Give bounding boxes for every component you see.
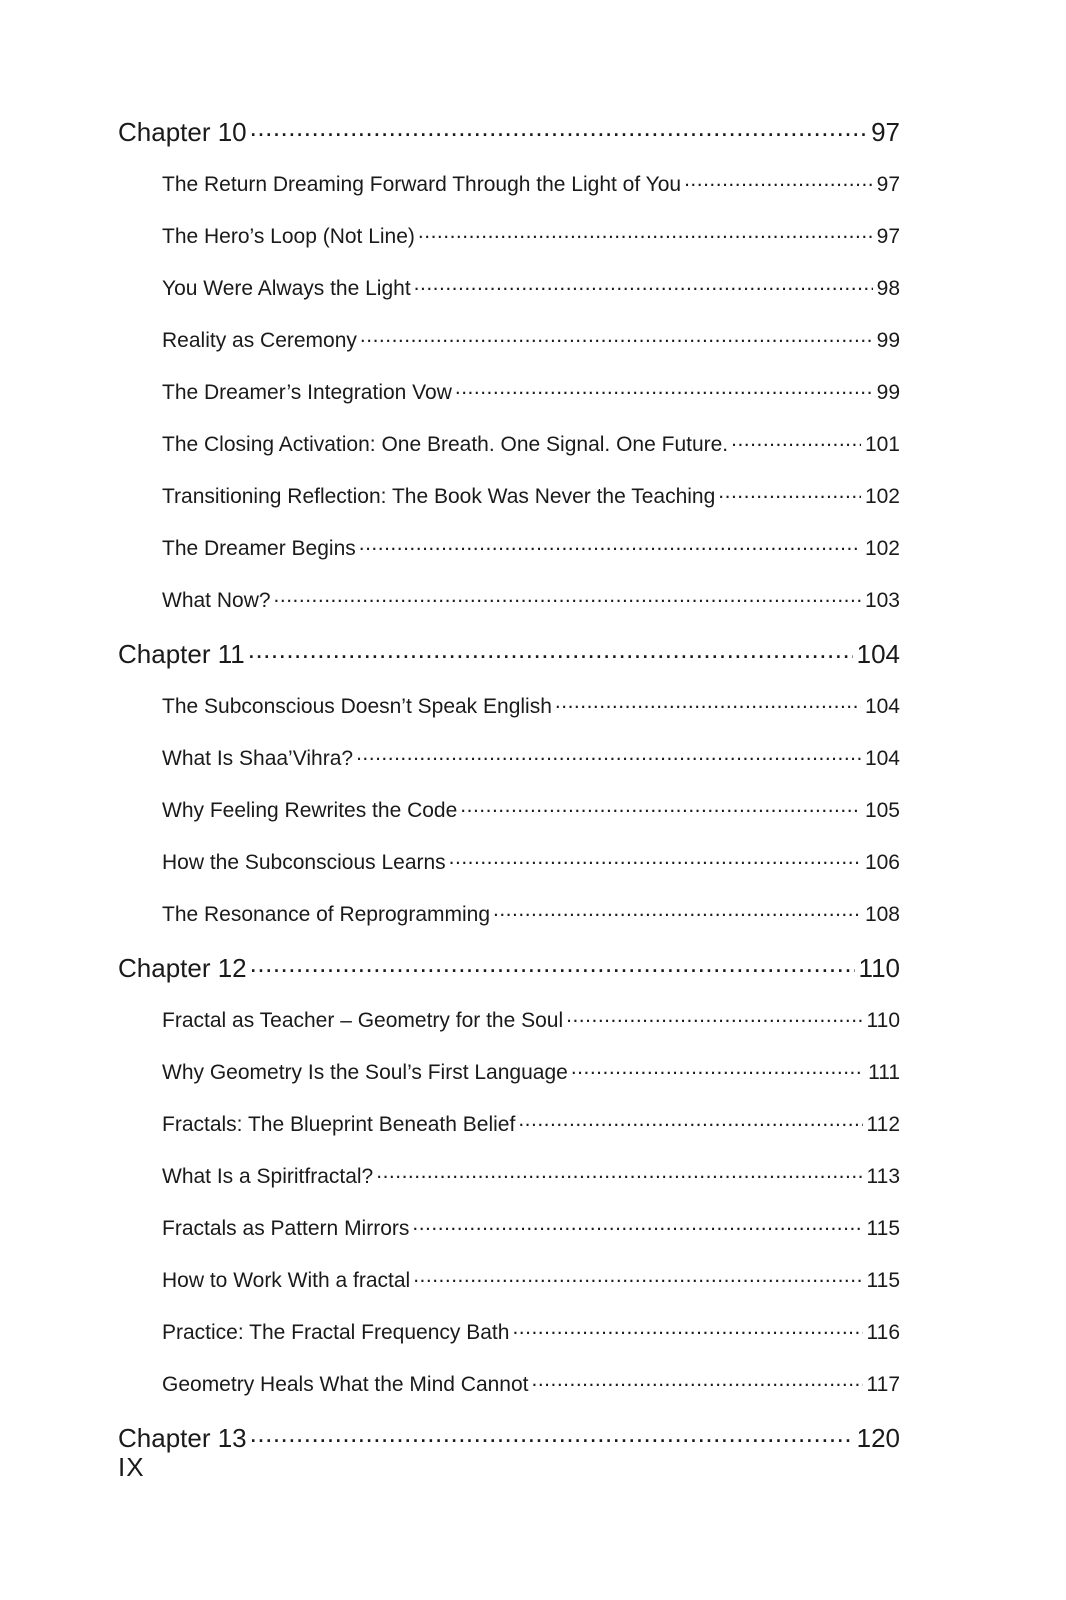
toc-title: The Dreamer Begins	[162, 537, 356, 560]
toc-page-number: 103	[864, 589, 900, 612]
toc-section[interactable]	[118, 733, 900, 785]
dot-leader	[731, 430, 861, 451]
dot-leader	[566, 1006, 862, 1027]
toc-page-number: 115	[866, 1217, 900, 1240]
toc-title: Chapter 12	[118, 953, 247, 983]
dot-leader	[376, 1162, 862, 1183]
dot-leader	[418, 222, 873, 243]
dot-leader	[493, 900, 861, 921]
toc-page-number: 110	[858, 953, 900, 983]
toc-title: Geometry Heals What the Mind Cannot	[162, 1373, 529, 1396]
toc-page-number: 102	[864, 537, 900, 560]
toc-page-number: 112	[866, 1113, 900, 1136]
toc-section[interactable]	[118, 1151, 900, 1203]
toc-title: The Subconscious Doesn’t Speak English	[162, 695, 552, 718]
toc-title: The Resonance of Reprogramming	[162, 903, 491, 926]
toc-title: Fractals: The Blueprint Beneath Belief	[162, 1113, 516, 1136]
dot-leader	[518, 1110, 862, 1131]
toc-page-number: 104	[856, 639, 900, 669]
page-number: IX	[118, 1452, 145, 1482]
toc-page-number: 120	[856, 1423, 900, 1453]
toc-section[interactable]	[118, 367, 900, 419]
toc-page-number: 117	[866, 1373, 900, 1396]
toc-title: How the Subconscious Learns	[162, 851, 446, 874]
dot-leader	[684, 170, 873, 191]
toc-section[interactable]	[118, 1359, 900, 1411]
toc-title: Reality as Ceremony	[162, 329, 357, 352]
toc-section[interactable]	[118, 211, 900, 263]
toc-title: How to Work With a fractal	[162, 1269, 411, 1292]
toc-section[interactable]	[118, 419, 900, 471]
toc-title: What Is Shaa’Vihra?	[162, 747, 354, 770]
toc-chapter[interactable]	[118, 627, 900, 681]
toc-title: What Now?	[162, 589, 271, 612]
toc-page-number: 110	[866, 1009, 900, 1032]
toc-title: The Hero’s Loop (Not Line)	[162, 225, 415, 248]
toc-page-number: 97	[876, 225, 900, 248]
toc-section[interactable]	[118, 1255, 900, 1307]
toc-title: Chapter 11	[118, 639, 245, 669]
dot-leader	[512, 1318, 862, 1339]
dot-leader	[360, 326, 873, 347]
toc-section[interactable]	[118, 315, 900, 367]
toc-page-number: 99	[876, 329, 900, 352]
dot-leader	[248, 637, 853, 663]
dot-leader	[455, 378, 873, 399]
dot-leader	[571, 1058, 864, 1079]
toc-section[interactable]	[118, 523, 900, 575]
toc-section[interactable]	[118, 785, 900, 837]
toc-section[interactable]	[118, 471, 900, 523]
toc-section[interactable]	[118, 159, 900, 211]
dot-leader	[356, 744, 861, 765]
toc-page-number: 113	[866, 1165, 900, 1188]
toc-chapter[interactable]	[118, 105, 900, 159]
dot-leader	[718, 482, 861, 503]
dot-leader	[412, 1214, 862, 1235]
dot-leader	[250, 951, 855, 977]
toc-page-number: 111	[868, 1061, 900, 1084]
dot-leader	[449, 848, 861, 869]
toc-title: Fractal as Teacher – Geometry for the Soul	[162, 1009, 564, 1032]
toc-title: The Closing Activation: One Breath. One Signal. One Future.	[162, 433, 729, 456]
toc-title: The Return Dreaming Forward Through the Light of You	[162, 173, 682, 196]
toc-page-number: 97	[876, 173, 900, 196]
dot-leader	[250, 1421, 853, 1447]
dot-leader	[555, 692, 861, 713]
toc-chapter[interactable]	[118, 1411, 900, 1465]
dot-leader	[532, 1370, 863, 1391]
toc-title: What Is a Spiritfractal?	[162, 1165, 374, 1188]
toc-page-number: 106	[864, 851, 900, 874]
toc-page-number: 116	[866, 1321, 900, 1344]
toc-section[interactable]	[118, 1203, 900, 1255]
toc-title: Fractals as Pattern Mirrors	[162, 1217, 410, 1240]
toc-section[interactable]	[118, 681, 900, 733]
dot-leader	[460, 796, 861, 817]
toc-page-number: 115	[866, 1269, 900, 1292]
toc-page-number: 98	[876, 277, 900, 300]
toc-page-number: 105	[864, 799, 900, 822]
toc-page-number: 104	[864, 747, 900, 770]
toc-title: The Dreamer’s Integration Vow	[162, 381, 452, 404]
toc-section[interactable]	[118, 575, 900, 627]
toc-page-number: 108	[864, 903, 900, 926]
toc-section[interactable]	[118, 889, 900, 941]
toc-title: Why Feeling Rewrites the Code	[162, 799, 458, 822]
dot-leader	[414, 274, 873, 295]
toc-section[interactable]	[118, 995, 900, 1047]
dot-leader	[274, 586, 861, 607]
toc-section[interactable]	[118, 263, 900, 315]
toc-page-number: 101	[864, 433, 900, 456]
toc-section[interactable]	[118, 1307, 900, 1359]
table-of-contents	[118, 105, 900, 1465]
toc-page-number: 99	[876, 381, 900, 404]
dot-leader	[359, 534, 861, 555]
toc-title: Practice: The Fractal Frequency Bath	[162, 1321, 510, 1344]
dot-leader	[250, 115, 867, 141]
toc-title: Transitioning Reflection: The Book Was Never the Teaching	[162, 485, 716, 508]
dot-leader	[413, 1266, 862, 1287]
toc-section[interactable]	[118, 1047, 900, 1099]
toc-title: Chapter 10	[118, 117, 247, 147]
toc-title: You Were Always the Light	[162, 277, 411, 300]
toc-section[interactable]	[118, 1099, 900, 1151]
toc-section[interactable]	[118, 837, 900, 889]
toc-title: Why Geometry Is the Soul’s First Language	[162, 1061, 568, 1084]
toc-title: Chapter 13	[118, 1423, 247, 1453]
toc-page-number: 104	[864, 695, 900, 718]
toc-page-number: 97	[871, 117, 900, 147]
toc-chapter[interactable]	[118, 941, 900, 995]
toc-page-number: 102	[864, 485, 900, 508]
